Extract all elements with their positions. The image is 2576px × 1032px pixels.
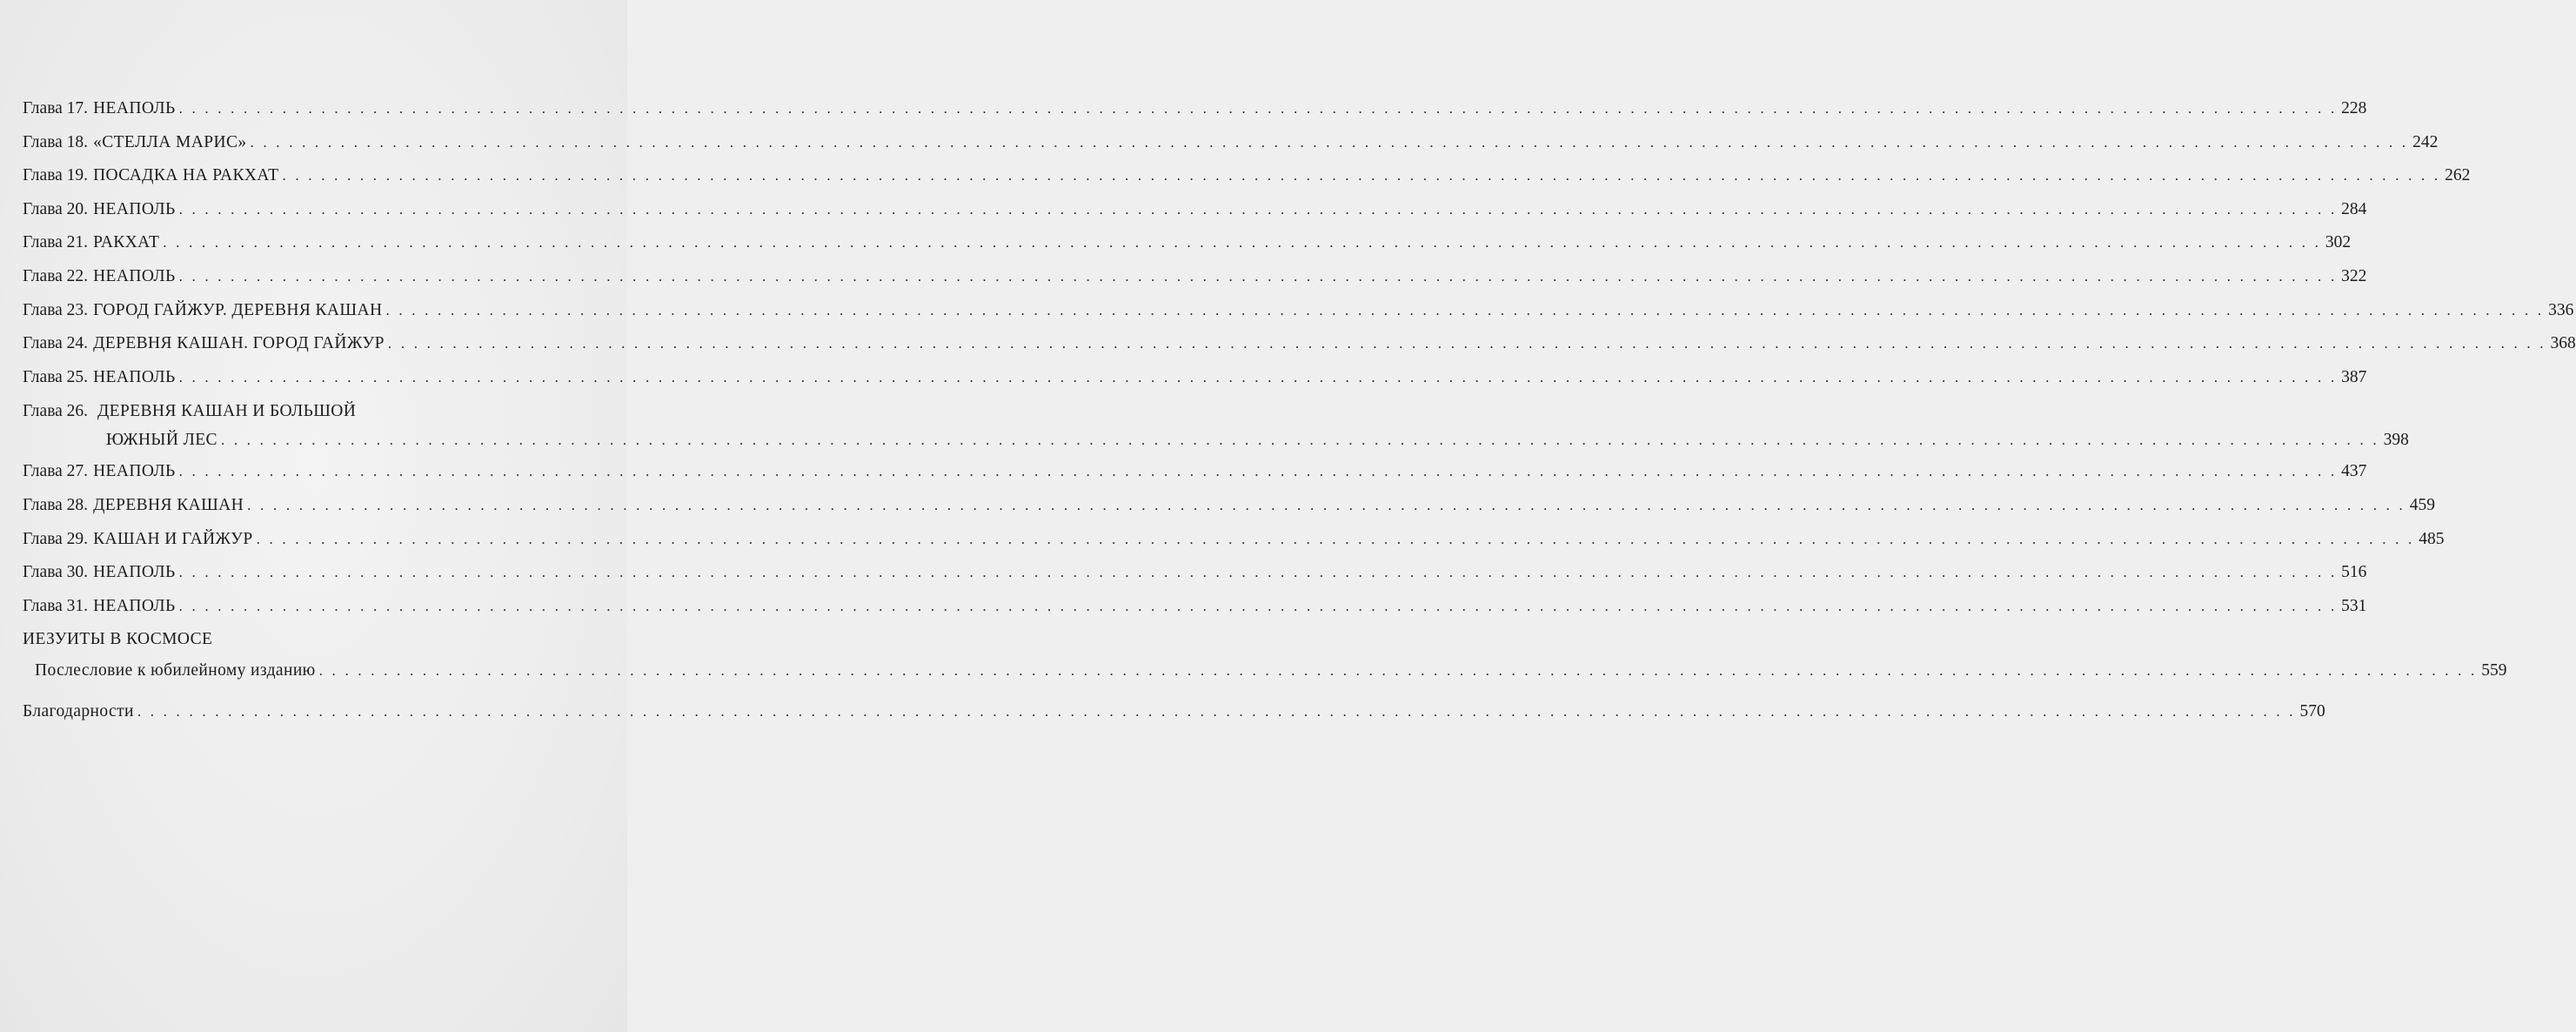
- chapter-title: ДЕРЕВНЯ КАШАН. ГОРОД ГАЙЖУР: [93, 334, 385, 353]
- chapter-number: Глава 24.: [23, 334, 89, 353]
- chapter-number: Глава 23.: [23, 300, 89, 319]
- chapter-number: Глава 22.: [23, 266, 89, 285]
- dot-leader: [283, 159, 2441, 193]
- dot-leader: [388, 327, 2546, 361]
- chapter-number: Глава 28.: [23, 495, 89, 514]
- page-number: 387: [2341, 367, 2367, 386]
- chapter-title: ДЕРЕВНЯ КАШАН: [93, 495, 244, 514]
- dot-leader: [179, 193, 2338, 227]
- toc-entry-ch29: [23, 523, 2445, 557]
- toc-entry-ch28: [23, 489, 2435, 523]
- toc-entry-ch27: [23, 455, 2367, 489]
- chapter-title: ГОРОД ГАЙЖУР. ДЕРЕВНЯ КАШАН: [93, 300, 383, 319]
- chapter-number: Глава 20.: [23, 199, 89, 218]
- entry-title: Благодарности: [23, 701, 134, 720]
- toc-entry-ch19: [23, 159, 2471, 193]
- page-number: 322: [2341, 266, 2367, 285]
- page-number: 459: [2409, 495, 2435, 514]
- dot-leader: [257, 523, 2415, 557]
- chapter-number: Глава 17.: [23, 99, 89, 117]
- toc-entry-ch31: [23, 590, 2367, 624]
- page-number: 284: [2341, 199, 2367, 218]
- page-number: 570: [2299, 701, 2325, 720]
- toc-entry-ch30: [23, 556, 2367, 590]
- chapter-number: Глава 18.: [23, 132, 89, 151]
- toc-entry-ch17: [23, 92, 2367, 126]
- page-number: 398: [2383, 431, 2409, 450]
- dot-leader: [179, 455, 2338, 489]
- chapter-title-continued: ЮЖНЫЙ ЛЕС: [106, 431, 217, 450]
- toc-entry-ch24: [23, 327, 2576, 361]
- chapter-title: НЕАПОЛЬ: [93, 563, 176, 582]
- toc-entry-ch18: [23, 126, 2439, 160]
- toc-entry-ch23: [23, 294, 2574, 328]
- toc-entry-ch26: [23, 394, 2409, 455]
- dot-leader: [247, 489, 2405, 523]
- page-number: 516: [2341, 563, 2367, 582]
- chapter-title: «СТЕЛЛА МАРИС»: [93, 132, 247, 151]
- chapter-title: НЕАПОЛЬ: [93, 266, 176, 285]
- toc-entry-ch21: [23, 226, 2352, 260]
- section-heading: ИЕЗУИТЫ В КОСМОСЕ: [23, 630, 213, 649]
- page-number: 437: [2341, 462, 2367, 481]
- toc-entry-afterword: [23, 654, 2507, 688]
- dot-leader: [221, 426, 2379, 454]
- chapter-number: Глава 21.: [23, 233, 89, 252]
- chapter-number: Глава 19.: [23, 166, 89, 185]
- page-number: 531: [2341, 596, 2367, 615]
- chapter-title: НЕАПОЛЬ: [93, 99, 176, 117]
- toc-entry-ch20: [23, 193, 2367, 227]
- dot-leader: [179, 92, 2338, 126]
- dot-leader: [251, 126, 2409, 160]
- chapter-title: ДЕРЕВНЯ КАШАН И БОЛЬШОЙ: [97, 402, 357, 421]
- toc-entry-ch22: [23, 260, 2367, 294]
- dot-leader: [385, 294, 2544, 328]
- chapter-number: Глава 27.: [23, 462, 89, 481]
- toc-entry-acknowledgements: [23, 695, 2325, 729]
- dot-leader: [319, 654, 2478, 688]
- table-of-contents: [23, 92, 2576, 729]
- chapter-title-block: [23, 394, 2409, 454]
- chapter-number: Глава 26.: [23, 402, 89, 421]
- spacer: [23, 688, 567, 695]
- toc-entry-ch25: [23, 361, 2367, 395]
- entry-title: Послесловие к юбилейному изданию: [35, 661, 316, 680]
- chapter-title: НЕАПОЛЬ: [93, 596, 176, 615]
- dot-leader: [179, 556, 2338, 590]
- chapter-title: ПОСАДКА НА РАКХАТ: [93, 166, 279, 185]
- page-number: 368: [2550, 334, 2576, 353]
- dot-leader: [179, 590, 2338, 624]
- chapter-title: НЕАПОЛЬ: [93, 462, 176, 481]
- chapter-number: Глава 25.: [23, 367, 89, 386]
- dot-leader: [179, 260, 2338, 294]
- chapter-title: КАШАН И ГАЙЖУР: [93, 529, 253, 548]
- page-number: 485: [2419, 529, 2445, 548]
- chapter-title: НЕАПОЛЬ: [93, 367, 176, 386]
- chapter-title-line2: [23, 426, 2409, 454]
- page-number: 262: [2445, 166, 2471, 185]
- page-number: 228: [2341, 99, 2367, 117]
- page-number: 302: [2325, 233, 2352, 252]
- chapter-number: Глава 31.: [23, 596, 89, 615]
- page-number: 336: [2548, 300, 2574, 319]
- chapter-number: Глава 29.: [23, 529, 89, 548]
- dot-leader: [137, 695, 2296, 729]
- chapter-number: Глава 30.: [23, 563, 89, 582]
- chapter-title-line1: [23, 397, 2409, 426]
- page-number: 559: [2481, 661, 2507, 680]
- chapter-title: РАКХАТ: [93, 233, 160, 252]
- chapter-title: НЕАПОЛЬ: [93, 199, 176, 218]
- page-number: 242: [2412, 132, 2439, 151]
- dot-leader: [163, 226, 2321, 260]
- dot-leader: [179, 361, 2338, 395]
